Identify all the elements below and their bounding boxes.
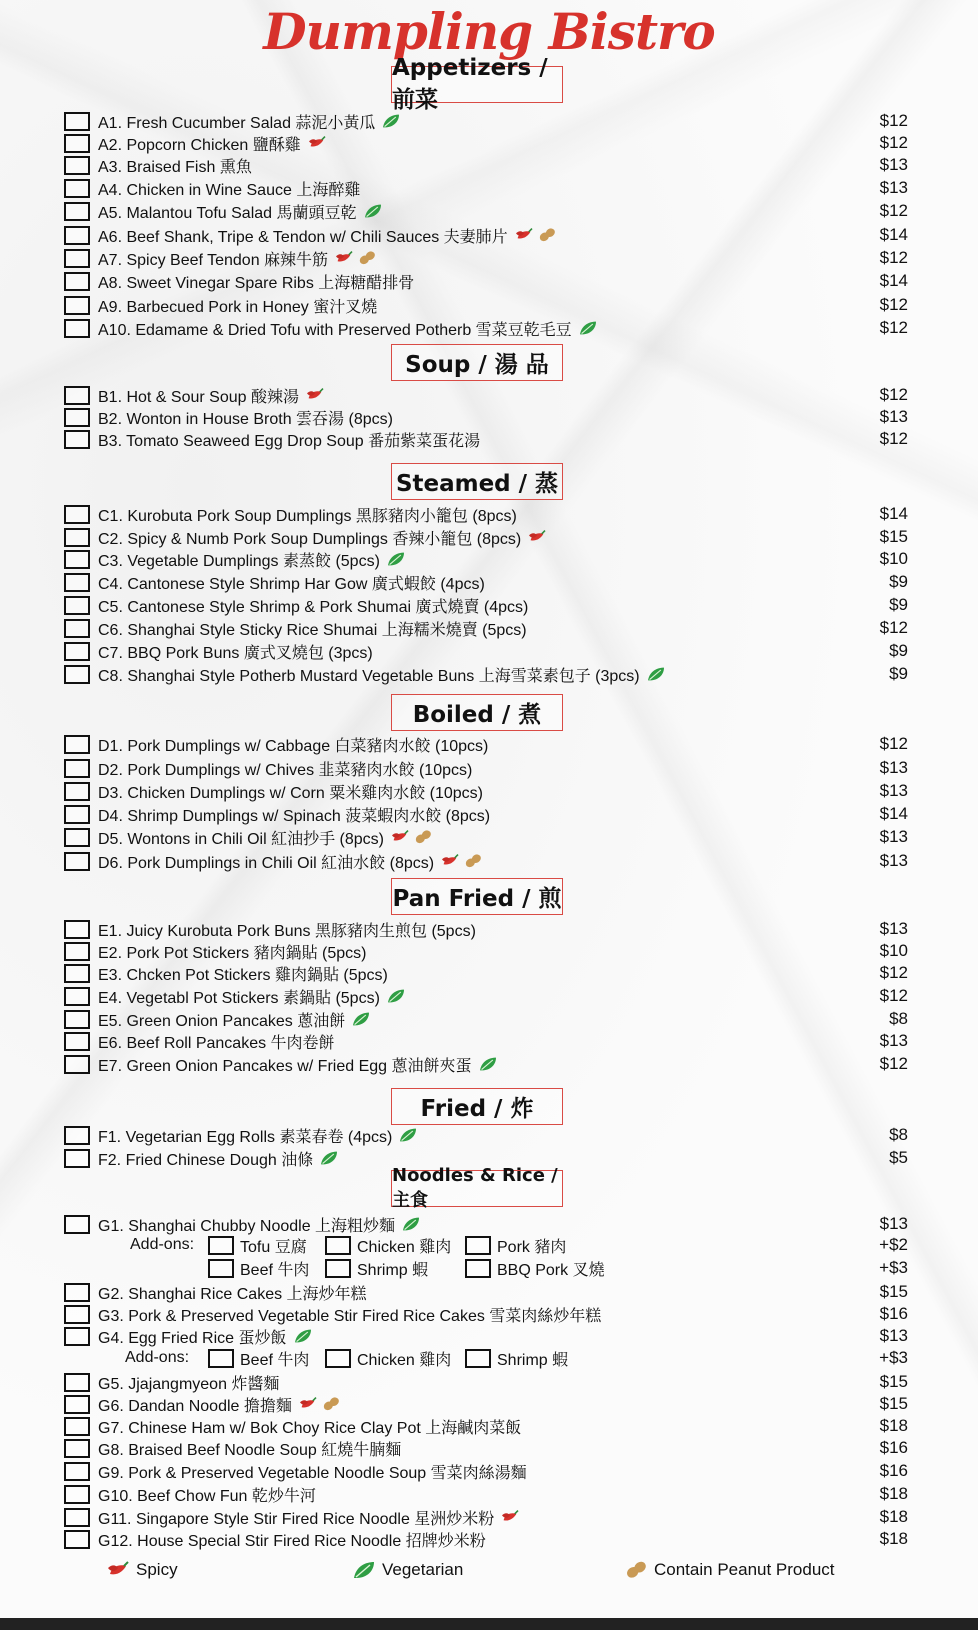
item-name: D5. Wontons in Chili Oil 紅油抄手 (8pcs) [98,830,385,848]
peanut-icon [537,227,557,243]
item-name: G4. Egg Fried Rice 蛋炒飯 [98,1329,287,1347]
dietary-icons [307,135,327,151]
order-checkbox[interactable] [64,665,90,684]
item-price: $18 [879,1507,908,1526]
menu-item [64,247,908,269]
leaf-icon [401,1216,421,1232]
order-checkbox[interactable] [64,550,90,569]
item-name: E2. Pork Pot Stickers 豬肉鍋貼 (5pcs) [98,944,367,962]
item-name: D6. Pork Dumplings in Chili Oil 紅油水餃 (8pcs) [98,854,435,872]
item-price: $14 [879,271,908,290]
item-price: $8 [889,1125,908,1144]
item-price: $18 [879,1529,908,1548]
item-name: G6. Dandan Noodle 擔擔麵 [98,1397,292,1415]
dietary-icons [390,829,433,845]
section-heading: Pan Fried / 煎 [391,878,563,915]
order-checkbox[interactable] [64,1508,90,1527]
dietary-icons [578,320,598,336]
order-checkbox[interactable] [64,1462,90,1481]
item-name: A3. Braised Fish 熏魚 [98,158,252,176]
dietary-icons [363,203,383,219]
order-checkbox[interactable] [64,156,90,175]
addon-price: +$3 [879,1348,908,1367]
addon-checkbox[interactable] [208,1349,234,1368]
addon-checkbox[interactable] [208,1259,234,1278]
addon-option-label: BBQ Pork 叉燒 [497,1261,605,1279]
menu-item [64,1281,908,1303]
item-price: $12 [879,734,908,753]
item-name: A10. Edamame & Dried Tofu with Preserved Potherb 雪菜豆乾毛豆 [98,321,572,339]
chili-pepper-icon [307,135,327,151]
item-name: D3. Chicken Dumplings w/ Corn 粟米雞肉水餃 (10pcs) [98,784,483,802]
item-price: $16 [879,1461,908,1480]
addon-option [465,1234,566,1256]
leaf-icon [478,1056,498,1072]
addon-option-label: Pork 豬肉 [497,1238,567,1256]
menu-item [64,1124,908,1146]
item-price: $9 [889,664,908,683]
item-price: $13 [879,1031,908,1050]
chili-pepper-icon [500,1509,520,1525]
menu-item [64,428,908,450]
menu-item [64,985,908,1007]
menu-item [64,962,908,984]
order-checkbox[interactable] [64,964,90,983]
menu-item [64,1213,908,1235]
menu-item [64,294,908,316]
order-checkbox[interactable] [64,1439,90,1458]
addon-option [325,1347,451,1369]
addon-checkbox[interactable] [465,1349,491,1368]
menu-item [64,1008,908,1030]
item-price: $12 [879,133,908,152]
addon-label: Add-ons: [130,1236,195,1253]
item-price: $13 [879,781,908,800]
item-price: $18 [879,1416,908,1435]
item-name: A5. Malantou Tofu Salad 馬蘭頭豆乾 [98,204,357,222]
section-heading: Noodles & Rice /主食 [391,1170,563,1207]
item-name: B1. Hot & Sour Soup 酸辣湯 [98,388,299,406]
dietary-icons [386,551,406,567]
leaf-icon [386,988,406,1004]
addon-option [325,1234,451,1256]
item-price: $15 [879,1282,908,1301]
section-heading: Fried / 炸 [391,1088,563,1125]
peanut-icon [413,829,433,845]
menu-item [64,224,908,246]
item-name: E7. Green Onion Pancakes w/ Fried Egg 蔥油餅夾蛋 [98,1057,472,1075]
item-price: $13 [879,758,908,777]
order-checkbox[interactable] [64,505,90,524]
section-heading: Steamed / 蒸 [391,463,563,500]
order-checkbox[interactable] [64,1032,90,1051]
item-price: $18 [879,1484,908,1503]
item-name: A8. Sweet Vinegar Spare Ribs 上海糖醋排骨 [98,274,415,292]
menu-item [64,503,908,525]
addon-label: Add-ons: [125,1349,190,1366]
addon-option [465,1257,605,1279]
item-price: $9 [889,641,908,660]
item-name: C3. Vegetable Dumplings 素蒸餃 (5pcs) [98,552,380,570]
order-checkbox[interactable] [64,112,90,131]
order-checkbox[interactable] [64,920,90,939]
order-checkbox[interactable] [64,1215,90,1234]
chili-pepper-icon [527,529,547,545]
dietary-icons [305,387,325,403]
item-price: $10 [879,549,908,568]
item-price: $12 [879,618,908,637]
menu-item [64,1053,908,1075]
item-price: $10 [879,941,908,960]
order-checkbox[interactable] [64,596,90,615]
item-name: A9. Barbecued Pork in Honey 蜜汁叉燒 [98,298,378,316]
dietary-icons [386,988,406,1004]
legend-vegetarian [352,1557,463,1583]
order-checkbox[interactable] [64,987,90,1006]
item-price: $15 [879,527,908,546]
legend-vegetarian-label: Vegetarian [382,1560,464,1579]
item-name: E5. Green Onion Pancakes 蔥油餅 [98,1012,346,1030]
item-name: C5. Cantonese Style Shrimp & Pork Shumai 廣式燒賣 (4pcs) [98,598,529,616]
item-price: $12 [879,201,908,220]
item-name: D2. Pork Dumplings w/ Chives 韭菜豬肉水餃 (10pcs) [98,761,473,779]
order-checkbox[interactable] [64,296,90,315]
dietary-icons [401,1216,421,1232]
item-name: A4. Chicken in Wine Sauce 上海醉雞 [98,181,361,199]
section-heading: Appetizers / 前菜 [391,66,563,103]
addon-option-label: Chicken 雞肉 [357,1351,452,1369]
item-price: $13 [879,851,908,870]
menu-item [64,850,908,872]
item-price: $12 [879,295,908,314]
dietary-icons [478,1056,498,1072]
menu-item [64,406,908,428]
menu-item [64,548,908,570]
item-name: F2. Fried Chinese Dough 油條 [98,1151,314,1169]
addon-option-label: Shrimp 蝦 [497,1351,569,1369]
item-name: G9. Pork & Preserved Vegetable Noodle Soup 雪菜肉絲湯麵 [98,1464,527,1482]
item-name: C2. Spicy & Numb Pork Soup Dumplings 香辣小籠包 (8pcs) [98,530,522,548]
menu-item [64,617,908,639]
chili-pepper-icon [298,1396,318,1412]
dietary-icons [514,227,557,243]
leaf-icon [319,1150,339,1166]
leaf-icon [293,1328,313,1344]
addon-option-label: Shrimp 蝦 [357,1261,429,1279]
item-price: $15 [879,1372,908,1391]
item-price: $12 [879,1054,908,1073]
order-checkbox[interactable] [64,1283,90,1302]
chili-pepper-icon [514,227,534,243]
item-price: $12 [879,385,908,404]
menu-item [64,594,908,616]
dietary-icons [440,853,483,869]
item-price: $14 [879,804,908,823]
menu-item [64,270,908,292]
item-price: $15 [879,1394,908,1413]
menu-item [64,1415,908,1437]
legend-spicy-label: Spicy [136,1560,178,1579]
menu-item [64,384,908,406]
dietary-icons [298,1396,341,1412]
leaf-icon [381,113,401,129]
item-price: $13 [879,155,908,174]
item-price: $8 [889,1009,908,1028]
menu-item [64,640,908,662]
item-price: $12 [879,318,908,337]
order-checkbox[interactable] [64,942,90,961]
addon-checkbox[interactable] [325,1236,351,1255]
order-checkbox[interactable] [64,408,90,427]
peanut-icon [321,1396,341,1412]
item-price: $14 [879,504,908,523]
dietary-icons [527,529,547,545]
menu-item [64,940,908,962]
order-checkbox[interactable] [64,528,90,547]
leaf-icon [386,551,406,567]
order-checkbox[interactable] [64,759,90,778]
item-price: $12 [879,986,908,1005]
dietary-icons [398,1127,418,1143]
item-name: G12. House Special Stir Fired Rice Noodle 招牌炒米粉 [98,1532,486,1550]
bottom-bar [0,1618,978,1630]
item-name: A2. Popcorn Chicken 鹽酥雞 [98,136,301,154]
addon-checkbox[interactable] [465,1236,491,1255]
addon-option-label: Beef 牛肉 [240,1261,310,1279]
addon-option-label: Beef 牛肉 [240,1351,310,1369]
order-checkbox[interactable] [64,852,90,871]
legend-peanut-label: Contain Peanut Product [654,1560,835,1579]
chili-pepper-icon [334,250,354,266]
item-price: $13 [879,1326,908,1345]
menu-item [64,177,908,199]
menu-item [64,571,908,593]
menu-item [64,526,908,548]
order-checkbox[interactable] [64,134,90,153]
addon-option [208,1234,307,1256]
order-checkbox[interactable] [64,1395,90,1414]
item-price: $12 [879,963,908,982]
item-price: $14 [879,225,908,244]
chili-pepper-icon [106,1560,130,1580]
item-price: $13 [879,178,908,197]
item-price: $16 [879,1304,908,1323]
menu-item [64,1393,908,1415]
order-checkbox[interactable] [64,202,90,221]
order-checkbox[interactable] [64,573,90,592]
item-price: $13 [879,919,908,938]
menu-item [64,110,908,132]
order-checkbox[interactable] [64,430,90,449]
order-checkbox[interactable] [64,619,90,638]
addon-option [208,1347,309,1369]
leaf-icon [578,320,598,336]
dietary-icons [381,113,401,129]
item-price: $9 [889,572,908,591]
item-name: B2. Wonton in House Broth 雲吞湯 (8pcs) [98,410,393,428]
order-checkbox[interactable] [64,179,90,198]
order-checkbox[interactable] [64,1327,90,1346]
item-price: $13 [879,407,908,426]
menu-item [64,1483,908,1505]
menu-item [64,1460,908,1482]
menu-item [64,733,908,755]
item-name: A7. Spicy Beef Tendon 麻辣牛筋 [98,251,329,269]
item-name: G8. Braised Beef Noodle Soup 紅燒牛腩麵 [98,1441,402,1459]
item-price: $5 [889,1148,908,1167]
item-name: A1. Fresh Cucumber Salad 蒜泥小黃瓜 [98,114,376,132]
menu-item [64,1506,908,1528]
leaf-icon [351,1011,371,1027]
item-price: $12 [879,248,908,267]
order-checkbox[interactable] [64,828,90,847]
item-name: E1. Juicy Kurobuta Pork Buns 黑豚豬肉生煎包 (5pcs) [98,922,476,940]
item-name: C6. Shanghai Style Sticky Rice Shumai 上海糯米燒賣 (5pcs) [98,621,527,639]
peanut-icon [357,250,377,266]
item-name: G5. Jjajangmyeon 炸醬麵 [98,1375,280,1393]
order-checkbox[interactable] [64,1305,90,1324]
addon-price: +$3 [879,1258,908,1277]
section-heading: Soup / 湯 品 [391,344,563,381]
item-name: A6. Beef Shank, Tripe & Tendon w/ Chili Sauces 夫妻肺片 [98,228,508,246]
menu-item [64,757,908,779]
peanut-icon [624,1560,648,1580]
order-checkbox[interactable] [64,1485,90,1504]
order-checkbox[interactable] [64,1530,90,1549]
dietary-icons [646,666,666,682]
order-checkbox[interactable] [64,386,90,405]
addon-option-label: Chicken 雞肉 [357,1238,452,1256]
order-checkbox[interactable] [64,805,90,824]
item-price: $9 [889,595,908,614]
leaf-icon [363,203,383,219]
addon-checkbox[interactable] [465,1259,491,1278]
order-checkbox[interactable] [64,1417,90,1436]
item-price: $12 [879,111,908,130]
addon-option-label: Tofu 豆腐 [240,1238,307,1256]
restaurant-title: Dumpling Bistro [263,2,715,61]
item-name: D1. Pork Dumplings w/ Cabbage 白菜豬肉水餃 (10pcs) [98,737,489,755]
chili-pepper-icon [305,387,325,403]
item-name: C4. Cantonese Style Shrimp Har Gow 廣式蝦餃 (4pcs) [98,575,485,593]
chili-pepper-icon [390,829,410,845]
item-price: $13 [879,827,908,846]
dietary-icons [500,1509,520,1525]
order-checkbox[interactable] [64,642,90,661]
item-name: E3. Chcken Pot Stickers 雞肉鍋貼 (5pcs) [98,966,388,984]
order-checkbox[interactable] [64,1010,90,1029]
leaf-icon [646,666,666,682]
menu-item [64,1528,908,1550]
chili-pepper-icon [440,853,460,869]
order-checkbox[interactable] [64,319,90,338]
menu-item [64,918,908,940]
menu-item [64,780,908,802]
legend-peanut [624,1557,835,1583]
item-price: $13 [879,1214,908,1233]
dietary-icons [334,250,377,266]
menu-item [64,826,908,848]
addon-option [465,1347,568,1369]
leaf-icon [352,1560,376,1580]
item-name: G10. Beef Chow Fun 乾炒牛河 [98,1487,316,1505]
order-checkbox[interactable] [64,226,90,245]
item-name: E6. Beef Roll Pancakes 牛肉卷餅 [98,1034,335,1052]
order-checkbox[interactable] [64,782,90,801]
item-name: G3. Pork & Preserved Vegetable Stir Fired Rice Cakes 雪菜肉絲炒年糕 [98,1307,602,1325]
menu-item [64,1325,908,1347]
addon-option [325,1257,428,1279]
item-name: C1. Kurobuta Pork Soup Dumplings 黑豚豬肉小籠包 (8pcs) [98,507,517,525]
dietary-icons [319,1150,339,1166]
order-checkbox[interactable] [64,1126,90,1145]
menu-item [64,154,908,176]
item-name: G2. Shanghai Rice Cakes 上海炒年糕 [98,1285,367,1303]
order-checkbox[interactable] [64,272,90,291]
addon-checkbox[interactable] [208,1236,234,1255]
menu-item [64,132,908,154]
menu-item [64,1303,908,1325]
leaf-icon [398,1127,418,1143]
addon-price: +$2 [879,1235,908,1254]
order-checkbox[interactable] [64,735,90,754]
item-name: E4. Vegetabl Pot Stickers 素鍋貼 (5pcs) [98,989,380,1007]
item-name: C7. BBQ Pork Buns 廣式叉燒包 (3pcs) [98,644,373,662]
item-name: G11. Singapore Style Stir Fired Rice Noodle 星洲炒米粉 [98,1510,495,1528]
item-name: D4. Shrimp Dumplings w/ Spinach 菠菜蝦肉水餃 (8pcs) [98,807,491,825]
order-checkbox[interactable] [64,1055,90,1074]
menu-item [64,803,908,825]
addon-option [208,1257,309,1279]
section-heading: Boiled / 煮 [391,694,563,731]
item-price: $16 [879,1438,908,1457]
menu-item [64,1371,908,1393]
order-checkbox[interactable] [64,1373,90,1392]
menu-item [64,200,908,222]
menu-item [64,1030,908,1052]
item-name: G7. Chinese Ham w/ Bok Choy Rice Clay Pot 上海鹹肉菜飯 [98,1419,522,1437]
menu-item [64,1437,908,1459]
legend-spicy [106,1557,178,1583]
menu-item [64,663,908,685]
peanut-icon [463,853,483,869]
order-checkbox[interactable] [64,1149,90,1168]
order-checkbox[interactable] [64,249,90,268]
item-name: G1. Shanghai Chubby Noodle 上海粗炒麵 [98,1217,396,1235]
dietary-icons [293,1328,313,1344]
dietary-icons [351,1011,371,1027]
item-name: C8. Shanghai Style Potherb Mustard Vegetable Buns 上海雪菜素包子 (3pcs) [98,667,640,685]
item-price: $12 [879,429,908,448]
menu-item [64,317,908,339]
addon-checkbox[interactable] [325,1259,351,1278]
addon-checkbox[interactable] [325,1349,351,1368]
item-name: F1. Vegetarian Egg Rolls 素菜春卷 (4pcs) [98,1128,393,1146]
item-name: B3. Tomato Seaweed Egg Drop Soup 番茄紫菜蛋花湯 [98,432,481,450]
